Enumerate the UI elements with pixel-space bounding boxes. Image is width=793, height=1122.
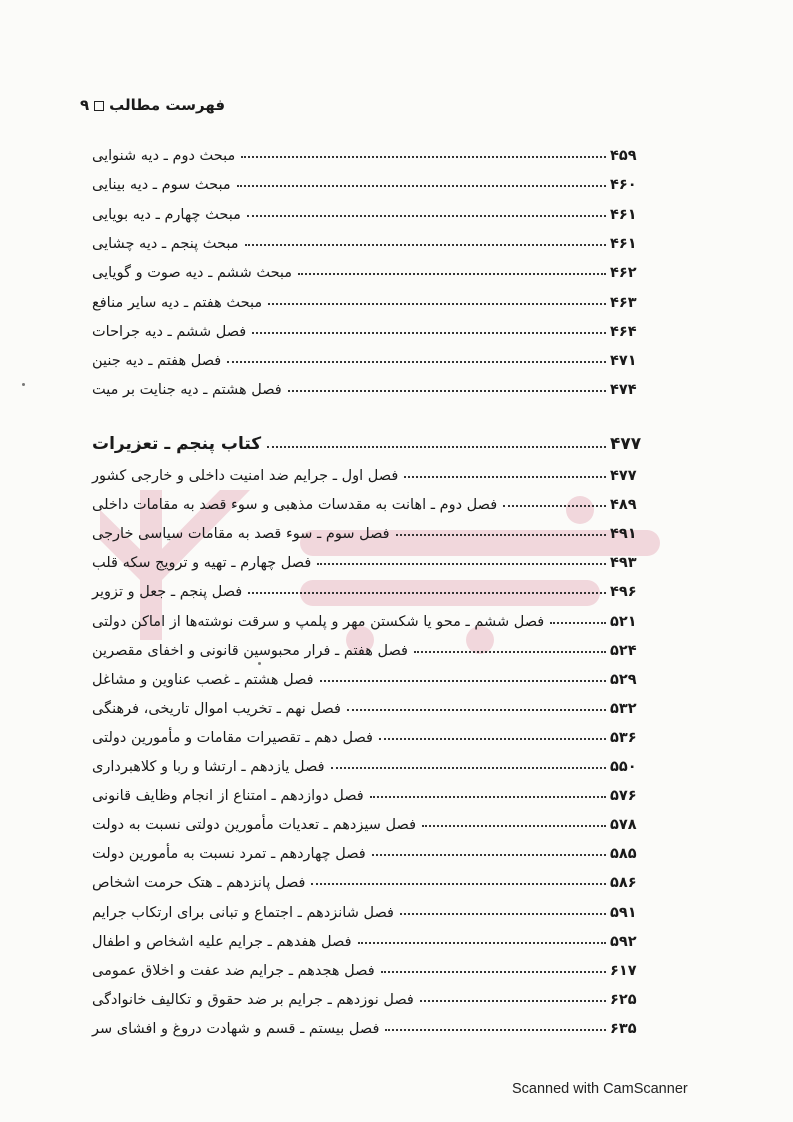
- entry-title: فصل اول ـ جرایم ضد امنیت داخلی و خارجی کشور: [92, 468, 399, 484]
- dot-leader: [331, 767, 606, 769]
- entry-title: فصل هشتم ـ غصب عناوین و مشاغل: [92, 671, 314, 688]
- dot-leader: [317, 563, 606, 565]
- toc-entry: [88, 955, 648, 979]
- dot-leader: [268, 303, 606, 305]
- entry-page-number: ۵۹۱: [610, 904, 637, 921]
- entry-title: فصل هجدهم ـ جرایم ضد عفت و اخلاق عمومی: [92, 962, 375, 979]
- entry-page-number: ۵۹۲: [610, 933, 637, 950]
- entry-title: فصل سوم ـ سوء قصد به مقامات سیاسی خارجی: [92, 526, 390, 543]
- toc-entry: [88, 287, 648, 311]
- header-separator-square-icon: [94, 101, 104, 111]
- toc-entry: [88, 140, 648, 164]
- entry-page-number: ۴۶۳: [610, 294, 637, 311]
- dot-leader: [311, 883, 606, 885]
- dot-leader: [396, 534, 606, 536]
- entry-title: فصل بیستم ـ قسم و شهادت دروغ و افشای سر: [92, 1020, 380, 1037]
- entry-title: مبحث هفتم ـ دیه سایر منافع: [92, 294, 263, 311]
- toc-entry: [88, 867, 648, 891]
- entry-page-number: ۴۶۲: [610, 265, 637, 282]
- entry-title: فصل چهارم ـ تهیه و ترویج سکه قلب: [92, 555, 312, 572]
- toc-entry: [88, 228, 648, 252]
- toc-entry: [88, 547, 648, 571]
- entry-page-number: ۵۸۶: [610, 875, 637, 892]
- dot-leader: [298, 273, 606, 275]
- entry-page-number: ۶۱۷: [610, 962, 637, 979]
- dot-leader: [381, 971, 606, 973]
- toc-entry: [88, 518, 648, 542]
- dot-leader: [550, 622, 606, 624]
- entry-page-number: ۴۶۴: [610, 323, 637, 340]
- dot-leader: [503, 505, 606, 507]
- toc-entry: [88, 897, 648, 921]
- dot-leader: [422, 825, 606, 827]
- entry-page-number: ۴۹۶: [610, 584, 637, 601]
- entry-title: مبحث سوم ـ دیه بینایی: [92, 177, 231, 194]
- dot-leader: [320, 680, 606, 682]
- toc-entry: [88, 1013, 648, 1037]
- entry-page-number: ۴۹۳: [610, 555, 637, 572]
- entry-page-number: ۵۷۸: [610, 817, 637, 834]
- dot-leader: [372, 854, 606, 856]
- dot-leader: [358, 942, 606, 944]
- entry-title: فصل هفتم ـ دیه جنین: [92, 353, 222, 370]
- entry-title: فصل نهم ـ تخریب اموال تاریخی، فرهنگی: [92, 700, 341, 717]
- dot-leader: [400, 913, 606, 915]
- entry-page-number: ۵۷۶: [610, 788, 637, 805]
- dot-leader: [370, 796, 606, 798]
- dot-leader: [267, 446, 606, 448]
- dot-leader: [420, 1000, 606, 1002]
- entry-title: فصل دوم ـ اهانت به مقدسات مذهبی و سوء قصد به مقامات داخلی: [92, 497, 498, 514]
- toc-entry: [88, 257, 648, 281]
- dot-leader: [252, 332, 606, 334]
- entry-page-number: ۴۸۹: [610, 497, 637, 514]
- toc-entry: [88, 838, 648, 862]
- toc-entry: [88, 489, 648, 513]
- entry-title: فصل ششم ـ محو یا شکستن مهر و پلمپ و سرقت نوشته‌ها از اماکن دولتی: [92, 613, 545, 630]
- header-title: فهرست مطالب: [109, 96, 226, 114]
- toc-entry: [88, 374, 648, 398]
- entry-page-number: ۴۷۴: [610, 382, 637, 399]
- entry-page-number: ۵۲۹: [610, 671, 637, 688]
- toc-entry: [88, 345, 648, 369]
- entry-page-number: ۴۷۷: [610, 434, 642, 454]
- toc-entry: [88, 199, 648, 223]
- dot-leader: [288, 390, 606, 392]
- entry-title: مبحث چهارم ـ دیه بویایی: [92, 206, 241, 223]
- scan-speck: [22, 383, 25, 386]
- entry-page-number: ۵۳۲: [610, 700, 637, 717]
- dot-leader: [248, 592, 606, 594]
- dot-leader: [247, 215, 606, 217]
- dot-leader: [385, 1029, 606, 1031]
- entry-title: فصل هفتم ـ فرار محبوسین قانونی و اخفای مقصرین: [92, 642, 408, 659]
- toc-entry: [88, 316, 648, 340]
- toc-entry: [88, 460, 648, 484]
- entry-title: فصل هفدهم ـ جرایم علیه اشخاص و اطفال: [92, 933, 352, 950]
- dot-leader: [241, 156, 606, 158]
- entry-page-number: ۶۲۵: [610, 991, 637, 1008]
- dot-leader: [227, 361, 606, 363]
- entry-page-number: ۴۹۱: [610, 526, 637, 543]
- entry-title: کتاب پنجم ـ تعزیرات: [92, 434, 262, 454]
- entry-page-number: ۴۶۱: [610, 235, 637, 252]
- entry-title: فصل ششم ـ دیه جراحات: [92, 323, 247, 340]
- dot-leader: [237, 185, 606, 187]
- dot-leader: [245, 244, 606, 246]
- header-page-number: ۹: [80, 96, 90, 114]
- entry-title: مبحث ششم ـ دیه صوت و گویایی: [92, 265, 293, 282]
- toc-entry: [88, 984, 648, 1008]
- entry-title: مبحث دوم ـ دیه شنوایی: [92, 148, 236, 164]
- entry-title: فصل چهاردهم ـ تمرد نسبت به مأمورین دولت: [92, 846, 366, 863]
- toc-entry: [88, 693, 648, 717]
- page-header: [80, 96, 225, 114]
- toc-entry: [88, 722, 648, 746]
- entry-page-number: ۶۳۵: [610, 1020, 637, 1037]
- entry-page-number: ۴۷۷: [610, 468, 637, 484]
- entry-page-number: ۵۵۰: [610, 759, 637, 775]
- dot-leader: [379, 738, 606, 740]
- entry-title: فصل دهم ـ تقصیرات مقامات و مأمورین دولتی: [92, 729, 373, 746]
- entry-title: مبحث پنجم ـ دیه چشایی: [92, 235, 239, 252]
- entry-page-number: ۴۷۱: [610, 353, 637, 370]
- entry-title: فصل سیزدهم ـ تعدیات مأمورین دولتی نسبت به دولت: [92, 817, 416, 834]
- entry-title: فصل پانزدهم ـ هتک حرمت اشخاص: [92, 875, 306, 892]
- toc-entry: [88, 606, 648, 630]
- dot-leader: [414, 651, 606, 653]
- entry-page-number: ۴۶۰: [610, 177, 637, 194]
- entry-title: فصل پنجم ـ جعل و تزویر: [92, 584, 243, 601]
- toc-entry: [88, 635, 648, 659]
- book-heading: [88, 430, 648, 454]
- toc-entry: [88, 576, 648, 600]
- entry-page-number: ۴۶۱: [610, 206, 637, 223]
- toc-entry: [88, 780, 648, 804]
- entry-title: فصل هشتم ـ دیه جنایت بر میت: [92, 382, 282, 399]
- scanner-footer-text: Scanned with CamScanner: [512, 1081, 688, 1097]
- toc-entry: [88, 751, 648, 775]
- entry-page-number: ۵۳۶: [610, 729, 637, 746]
- toc-entry: [88, 809, 648, 833]
- entry-title: فصل دوازدهم ـ امتناع از انجام وظایف قانونی: [92, 788, 364, 805]
- entry-page-number: ۵۲۴: [610, 642, 637, 659]
- entry-page-number: ۵۸۵: [610, 846, 637, 863]
- dot-leader: [404, 476, 606, 478]
- scan-speck: [258, 662, 261, 665]
- entry-page-number: ۵۲۱: [610, 613, 637, 630]
- entry-title: فصل شانزدهم ـ اجتماع و تبانی برای ارتکاب جرایم: [92, 904, 394, 921]
- entry-title: فصل یازدهم ـ ارتشا و ربا و کلاهبرداری: [92, 759, 325, 775]
- toc-entry: [88, 664, 648, 688]
- entry-page-number: ۴۵۹: [610, 148, 637, 164]
- dot-leader: [347, 709, 606, 711]
- entry-title: فصل نوزدهم ـ جرایم بر ضد حقوق و تکالیف خانوادگی: [92, 991, 414, 1008]
- toc-entry: [88, 169, 648, 193]
- toc-entry: [88, 926, 648, 950]
